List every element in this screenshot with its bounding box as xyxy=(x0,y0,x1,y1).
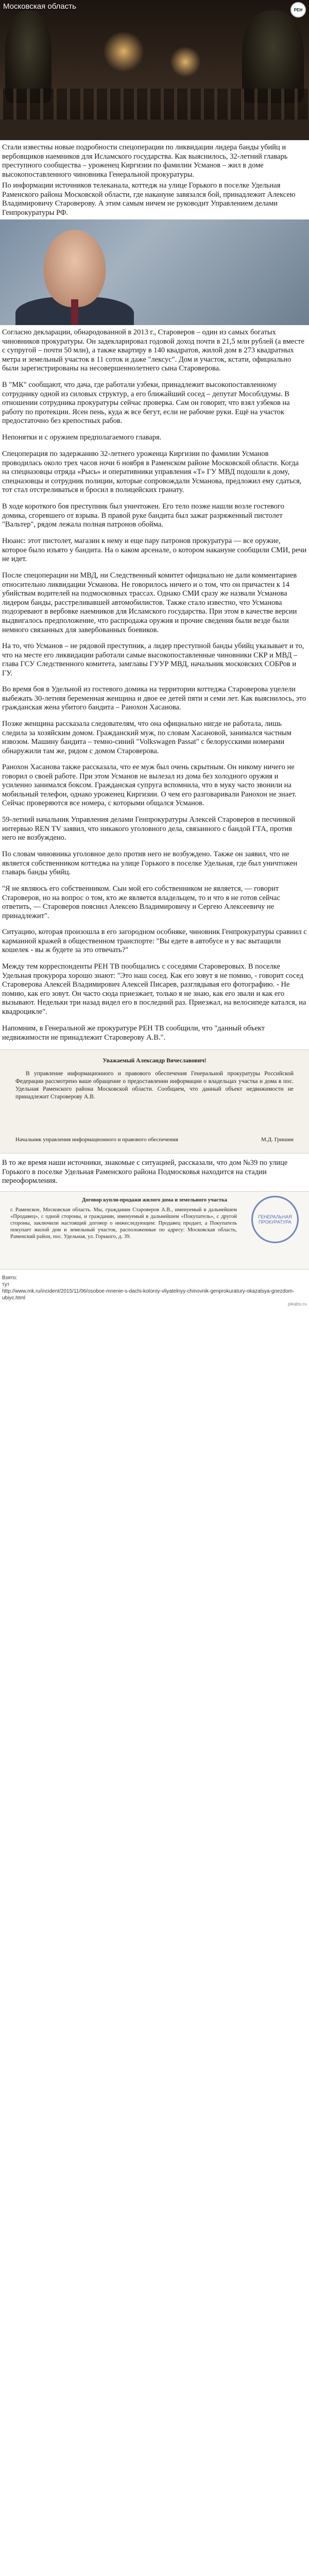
paragraph-weapon: Непонятки и с оружием предполагаемого главаря. xyxy=(2,433,162,442)
paragraph-quote: "Я не являюсь его собственником. Сын мой его собственником не является, — говорит Староверов, но на вопрос о том, кто же является владельцем, то и что я не готов сейчас ответить, — Староверов пояснил Алексею Владимировичу и Сергею Алексеевичу не принадлежит". xyxy=(2,885,280,920)
contract-scan-image xyxy=(0,1191,309,1269)
paragraph-wife: Во время боя в Удельной из гостевого домика на территории коттеджа Староверова уцелели выбежать 30-летняя беременная женщина и двое ее детей пяти и семи лет. Как выяснилось, это гражданская жена убитого бандита – Ранохон Хасанова. xyxy=(2,685,306,712)
light-glow xyxy=(170,46,201,77)
letter-signature xyxy=(15,1136,294,1144)
source-footer xyxy=(2,1275,307,1307)
paragraph-reminder: Напомним, в Генеральной же прокуратуре РЕН ТВ сообщили, что "данный объект недвижимости не принадлежит Староверову А.В.". xyxy=(2,1024,265,1042)
letter-body: В управление информационного и правового обеспечения Генеральной прокуратуры Российской Федерации рассмотрено ваше обращение о предоставлении информации о владельцах участка и дома в пос. Удельная Раменского района Московской области. Сообщаем, что данный объект недвижимости не принадлежит Староверову А.В. xyxy=(15,1071,294,1100)
portrait-face xyxy=(44,230,106,307)
prosecutor-stamp: ГЕНЕРАЛЬНАЯ ПРОКУРАТУРА xyxy=(251,1196,299,1243)
paragraph-husband: Ранохон Хасанова также рассказала, что ее муж был очень скрытным. Он никому ничего не говорил о своей работе. При этом Усманов не вылезал из дома без холодного оружия и усиленно занимался боксом. Гражданская супруга вспомнила, что в муку часто звонили на мобильный телефон, однако уроженец Киргизии. О чем его разговаривали Ранохон не знает. Сейчас проверяются все номера, с которыми общался Усманов. xyxy=(2,763,297,808)
contract-header: Договор купли-продажи жилого дома и земельного участка xyxy=(82,1197,227,1203)
paragraph-leader: На то, что Усманов – не рядовой преступник, а лидер преступной банды убийц указывает и то, что на месте его ликвидации работали самые высокопоставленные чиновники СКР и МВД – глава ГСУ Следственного комитета, замглавы ГУУР МВД, начальник московских СОБРов и ГУ. xyxy=(2,642,304,677)
paragraph-reregistration: В то же время наши источники, знакомые с ситуацией, рассказали, что дом №39 по улице Горького в поселке Удельная Раменского района Подмосковья находится на стадии переоформления. xyxy=(2,1159,288,1185)
paragraph-after-operation: После спецоперации ни МВД, ни Следственный комитет официально не дали комментариев относительно ликвидации Усманова. Не говорилось ничего и о том, что он причастен к 14 убийствам водителей на подмосковных трассах. Однако СМИ сразу же назвали Усманова лидером банды, расстреливавшей автомобилистов. Также стало известно, что Усманова подозревают в вербовке наемников для Исламского государства. При этом в качестве версии выдвигалось предположение, что распродажа оружия и прочие сведения были везде были немного связанных для завербованных боевиков. xyxy=(2,571,297,634)
paragraph-neighbors: Между тем корреспонденты РЕН ТВ пообщались с соседями Староверовых. В поселке Удельная прокурора хорошо знают: "Это наш сосед. Как его зовут я не помню, - говорит сосед Староверова Алексей Владимирович Алексей Писарев, разглядывая его фотографию. - Не помню, как его зовут. Он часто сюда приезжает, только я не знаю, как его звали и как его вызывают. Недельки три назад видел его в последний раз. Приезжал, на велосипеде катался, на квадроцикле". xyxy=(2,962,306,1016)
paragraph-bus-comparison: Ситуацию, которая произошла в его загородном особняке, чиновник Генпрокуратуры сравнил с карманной кражей в общественном транспорте: "Вы едете в автобусе и у вас вытащили кошелек - вы ж будете за это отвечать?" xyxy=(2,928,307,955)
source-url[interactable]: http://www.mk.ru/incident/2015/11/06/osoboe-mnenie-s-dachi-kotoroy-vliyatelnyy-chinovnik-genprokuratury-okazalsya-gnezdom-ubiyc.html xyxy=(2,1289,295,1301)
letter-content xyxy=(15,1057,294,1146)
top-photo xyxy=(0,0,309,140)
source-link[interactable]: тут xyxy=(2,1282,10,1287)
paragraph-mk: В "МК" сообщают, что дача, где работали узбеки, принадлежит высокопоставленному сотруднику одной из силовых структур, а его ближайший сосед – депутат Мособлдумы. В отношении сотрудника прокуратуры сейчас проверка. Сам он говорит, что взял узбеков на работу по протекции. Ясен пень, куда ж все бегут, если не рабочие руки. Ещё на участок предостаточно без крепостных рабов. xyxy=(2,381,290,426)
portrait-photo xyxy=(0,219,309,325)
paragraph-nuance: Нюанс: этот пистолет, магазин к нему и еще пару патронов прокуратура — все оружие, которое было изъято у бандита. На о каком арсенале, о котором накануне сообщили СМИ, речи не идет. xyxy=(2,537,307,564)
ground xyxy=(0,120,309,140)
fence xyxy=(0,89,309,120)
letter-signer-title: Начальник управления информационного и правового обеспечения xyxy=(15,1137,178,1143)
paragraph-wife-story: Позже женщина рассказала следователям, что она официально нигде не работала, лишь следила за хозяйским домом. Гражданский муж, по словам Хасановой, занимался частным извозом. Машину бандита – темно-синий "Volkswagen Passat" с белорусскими номерами обнаружили там же, рядом с домом Староверова. xyxy=(2,720,291,755)
prosecutor-letter-image xyxy=(0,1049,309,1154)
paragraph-intro: Стали известны новые подробности спецоперации по ликвидации лидера банды убийц и вербовщиков наемников для Исламского государства. Как выяснилось, 32-летний главарь преступного сообщества – уроженец Киргизии по фамилии Усманов – жил в доме высокопоставленного чиновника Генеральной прокуратуры. xyxy=(2,143,288,179)
light-glow xyxy=(103,31,144,72)
paragraph-staroverov-interview: 59-летний начальник Управления делами Генпрокуратуры Алексей Староверов в песчинкой интервью REN TV заявил, что никакого уголовного дела, связанного с бандой ГТА, против него не возбуждено. xyxy=(2,816,296,842)
letter-greeting: Уважаемый Александр Вячеславович! xyxy=(102,1058,207,1064)
paragraph-no-case: По словам чиновника уголовное дело против него не возбуждено. Также он заявил, что не является собственником коттеджа на улице Горького в поселке Удельная, где был уничтожен главарь банды убийц. xyxy=(2,850,298,877)
paragraph-battle: В ходе короткого боя преступник был уничтожен. Его тело позже нашли возле гостевого домика, сгоревшего от взрыва. В правой руке бандита был зажат разряженный пистолет "Вальтер", рядом лежала полная патронов обойма. xyxy=(2,502,284,529)
ren-tv-logo: РЕН xyxy=(290,2,306,18)
paragraph-owner: По информации источников телеканала, коттедж на улице Горького в поселке Удельная Раменского района Московской области, где накануне завязался бой, принадлежит Алексею Владимировичу Староверову. А этим самым ничем не руководит Управлением делами Генпрокуратуры РФ. xyxy=(2,181,296,217)
source-label: Взято: xyxy=(2,1275,18,1281)
photo-caption: Московская область xyxy=(3,2,76,11)
paragraph-operation: Спецоперация по задержанию 32-летнего уроженца Киргизии по фамилии Усманов проводилась около трех часов ночи 6 ноября в Раменском районе Московской области. Когда на спецназовцы отряда «Рысь» и оперативники управления «Т» ГУ МВД подошли к дому, спецназовцы и сотрудник полиции, которые сопровождали Усманова, предложил ему сдаться, тот стал отстреливаться и бросил в полицейских гранату. xyxy=(2,450,302,495)
site-watermark: pikabu.ru xyxy=(287,1301,307,1307)
contract-body: г. Раменское, Московская область. Мы, гражданин Староверов А.В., именуемый в дальнейшем «Продавец», с одной стороны, и гражданин, именуемый в дальнейшем «Покупатель», с другой стороны, заключили настоящий договор о нижеследующем: Продавец продает, а Покупатель покупает жилой дом и земельный участок, расположенные по адресу: Московская область, Раменский район, пос. Удельная, ул. Горького, д. 39. xyxy=(10,1207,237,1240)
portrait-tie xyxy=(71,299,78,325)
letter-signer-name: М.Д. Гришин xyxy=(261,1137,294,1143)
paragraph-declaration: Согласно декларации, обнародованной в 2013 г., Староверов – один из самых богатых чиновников прокуратуры. Он задекларировал годовой доход почти в 21,5 млн рублей (а вместе с супругой – почти 50 млн), а также квартиру в 140 квадратов, жилой дом в 273 квадратных метра и земельный участок в 11 соток и даже "лексус". Дом и участок, кстати, официально были зарегистрированы на несовершеннолетнего сына Староверова. xyxy=(2,328,304,373)
